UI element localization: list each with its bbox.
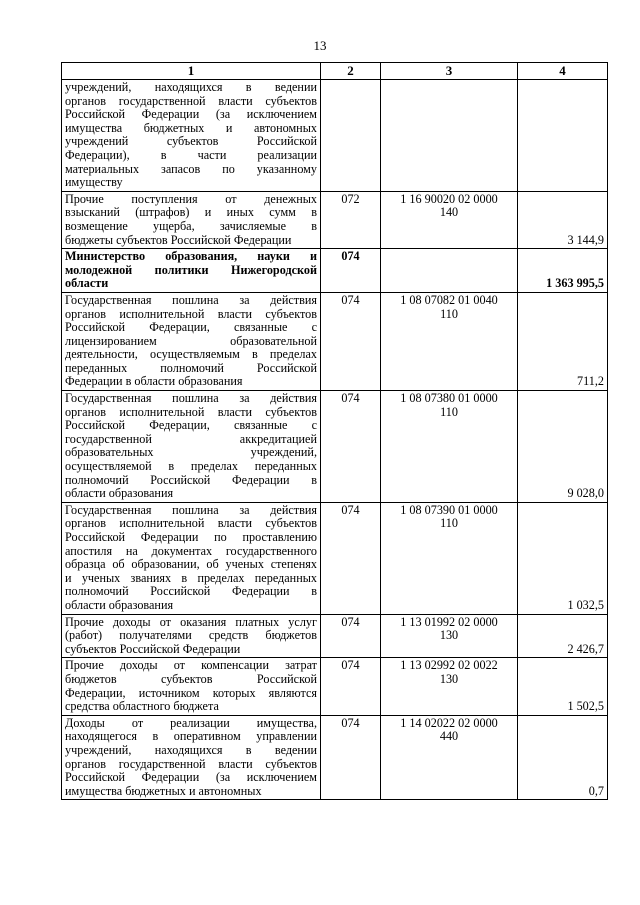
description-line: находящегося в оперативном управлении [65, 729, 317, 744]
row-budget-code [381, 292, 518, 390]
table-row [62, 715, 608, 800]
row-amount: 3 144,9 [518, 191, 608, 248]
description-line: апостиля на документах государственного [65, 543, 317, 558]
description-line: Федерации, источником которых являются [65, 685, 317, 700]
budget-code-line: 130 [439, 628, 459, 643]
row-budget-code [381, 502, 518, 614]
description-line: Российской Федерации (за исключением [65, 770, 317, 785]
budget-code-line: 1 13 01992 02 0000 [400, 614, 498, 629]
description-line: Прочие доходы от оказания платных услуг [65, 614, 317, 629]
description-line: Российской Федерации, связанные с [65, 320, 317, 335]
row-admin-code: 074 [321, 614, 381, 658]
row-description [62, 614, 321, 658]
table-header-row [62, 63, 608, 80]
budget-code-line: 110 [440, 516, 458, 531]
row-amount: 1 502,5 [518, 658, 608, 715]
description-line: учреждений, находящихся в ведении [65, 80, 317, 94]
budget-code-line: 110 [440, 306, 458, 321]
row-budget-code [381, 391, 518, 503]
row-admin-code: 072 [321, 191, 381, 248]
description-line: Российской Федерации по проставлению [65, 530, 317, 544]
description-line: учреждений, находящихся в ведении [65, 742, 317, 757]
description-line: Российской Федерации (за исключением [65, 107, 317, 122]
description-line: Прочие доходы от компенсации затрат [65, 658, 317, 673]
description-line: области образования [65, 597, 174, 612]
row-admin-code: 074 [321, 391, 381, 503]
page-number: 13 [313, 38, 327, 53]
description-line: деятельности, осуществляемым в пределах [65, 347, 317, 362]
description-line: органов исполнительной власти субъектов [65, 306, 317, 321]
budget-code-line: 110 [440, 404, 458, 419]
header-col-3: 3 [381, 63, 518, 80]
row-admin-code: 074 [321, 249, 381, 293]
row-budget-code [381, 614, 518, 658]
header-col-4: 4 [518, 63, 608, 80]
budget-code-line: 1 13 02992 02 0022 [400, 658, 498, 673]
row-description [62, 80, 321, 192]
description-line: учреждений субъектов Российской [65, 134, 317, 149]
table-row [62, 658, 608, 715]
description-line: бюджетов субъектов Российской [65, 671, 317, 686]
row-amount: 2 426,7 [518, 614, 608, 658]
budget-code-line: 440 [439, 729, 459, 744]
description-line: лицензированием образовательной [65, 333, 317, 348]
description-line: имущества бюджетных и автономных [65, 783, 262, 798]
description-line: полномочий Российской Федерации в [65, 472, 317, 487]
row-description [62, 191, 321, 248]
row-amount: 1 363 995,5 [518, 249, 608, 293]
row-budget-code [381, 80, 518, 192]
budget-code-line: 1 16 90020 02 0000 [400, 191, 498, 206]
description-line: имущества бюджетных и автономных [65, 120, 317, 135]
table-row [62, 391, 608, 503]
description-line: государственной аккредитацией [65, 431, 317, 446]
row-admin-code: 074 [321, 292, 381, 390]
row-budget-code [381, 249, 518, 293]
description-line: органов исполнительной власти субъектов [65, 404, 317, 419]
table-body [62, 80, 608, 800]
description-line: органов исполнительной власти субъектов [65, 516, 317, 531]
description-line: Российской Федерации, связанные с [65, 418, 317, 433]
table-row [62, 502, 608, 614]
description-line: области [65, 276, 109, 291]
table-row [62, 80, 608, 192]
description-line: материальных запасов по указанному [65, 161, 317, 176]
row-description [62, 292, 321, 390]
description-line: области образования [65, 486, 174, 501]
description-line: полномочий Российской Федерации в [65, 584, 317, 599]
description-line: Доходы от реализации имущества, [65, 715, 317, 730]
description-line: имуществу [65, 175, 123, 190]
row-admin-code: 074 [321, 658, 381, 715]
row-description [62, 658, 321, 715]
budget-code-line: 130 [439, 671, 459, 686]
row-amount [518, 80, 608, 192]
description-line: и ученых званиях в пределах переданных [65, 570, 317, 585]
budget-code-line: 1 08 07082 01 0040 [400, 292, 498, 307]
table-row [62, 292, 608, 390]
description-line: Государственная пошлина за действия [65, 391, 317, 406]
description-line: осуществляемой в пределах переданных [65, 459, 317, 474]
table-row [62, 191, 608, 248]
budget-code-line: 1 08 07390 01 0000 [400, 502, 498, 517]
row-description [62, 391, 321, 503]
row-amount: 1 032,5 [518, 502, 608, 614]
row-admin-code: 074 [321, 502, 381, 614]
table-row [62, 614, 608, 658]
description-line: молодежной политики Нижегородской [65, 262, 317, 277]
description-line: Государственная пошлина за действия [65, 502, 317, 517]
budget-code-line: 1 08 07380 01 0000 [400, 391, 498, 406]
row-amount: 0,7 [518, 715, 608, 800]
description-line: Федерации в области образования [65, 374, 243, 389]
description-line: Прочие поступления от денежных [65, 191, 317, 206]
header-col-2: 2 [321, 63, 381, 80]
description-line: Федерации), в части реализации [65, 147, 317, 162]
description-line: Государственная пошлина за действия [65, 292, 317, 307]
row-budget-code [381, 191, 518, 248]
table-row [62, 249, 608, 293]
budget-code-line: 1 14 02022 02 0000 [400, 715, 498, 730]
row-amount: 711,2 [518, 292, 608, 390]
description-line: образца об образовании, об ученых степенях [65, 557, 317, 572]
description-line: бюджеты субъектов Российской Федерации [65, 232, 292, 247]
header-col-1: 1 [62, 63, 321, 80]
description-line: (работ) получателями средств бюджетов [65, 628, 317, 643]
description-line: переданных полномочий Российской [65, 360, 317, 375]
row-admin-code: 074 [321, 715, 381, 800]
description-line: органов государственной власти субъектов [65, 93, 317, 108]
row-budget-code [381, 658, 518, 715]
budget-code-line: 140 [439, 205, 459, 220]
row-description [62, 502, 321, 614]
description-line: взысканий (штрафов) и иных сумм в [65, 205, 317, 220]
description-line: средства областного бюджета [65, 699, 219, 714]
description-line: Министерство образования, науки и [65, 249, 317, 264]
description-line: возмещение ущерба, зачисляемые в [65, 218, 317, 233]
description-line: субъектов Российской Федерации [65, 641, 241, 656]
revenue-table [61, 62, 608, 800]
row-budget-code [381, 715, 518, 800]
description-line: образовательных учреждений, [65, 445, 317, 460]
row-admin-code [321, 80, 381, 192]
row-description [62, 715, 321, 800]
description-line: органов государственной власти субъектов [65, 756, 317, 771]
row-amount: 9 028,0 [518, 391, 608, 503]
row-description [62, 249, 321, 293]
